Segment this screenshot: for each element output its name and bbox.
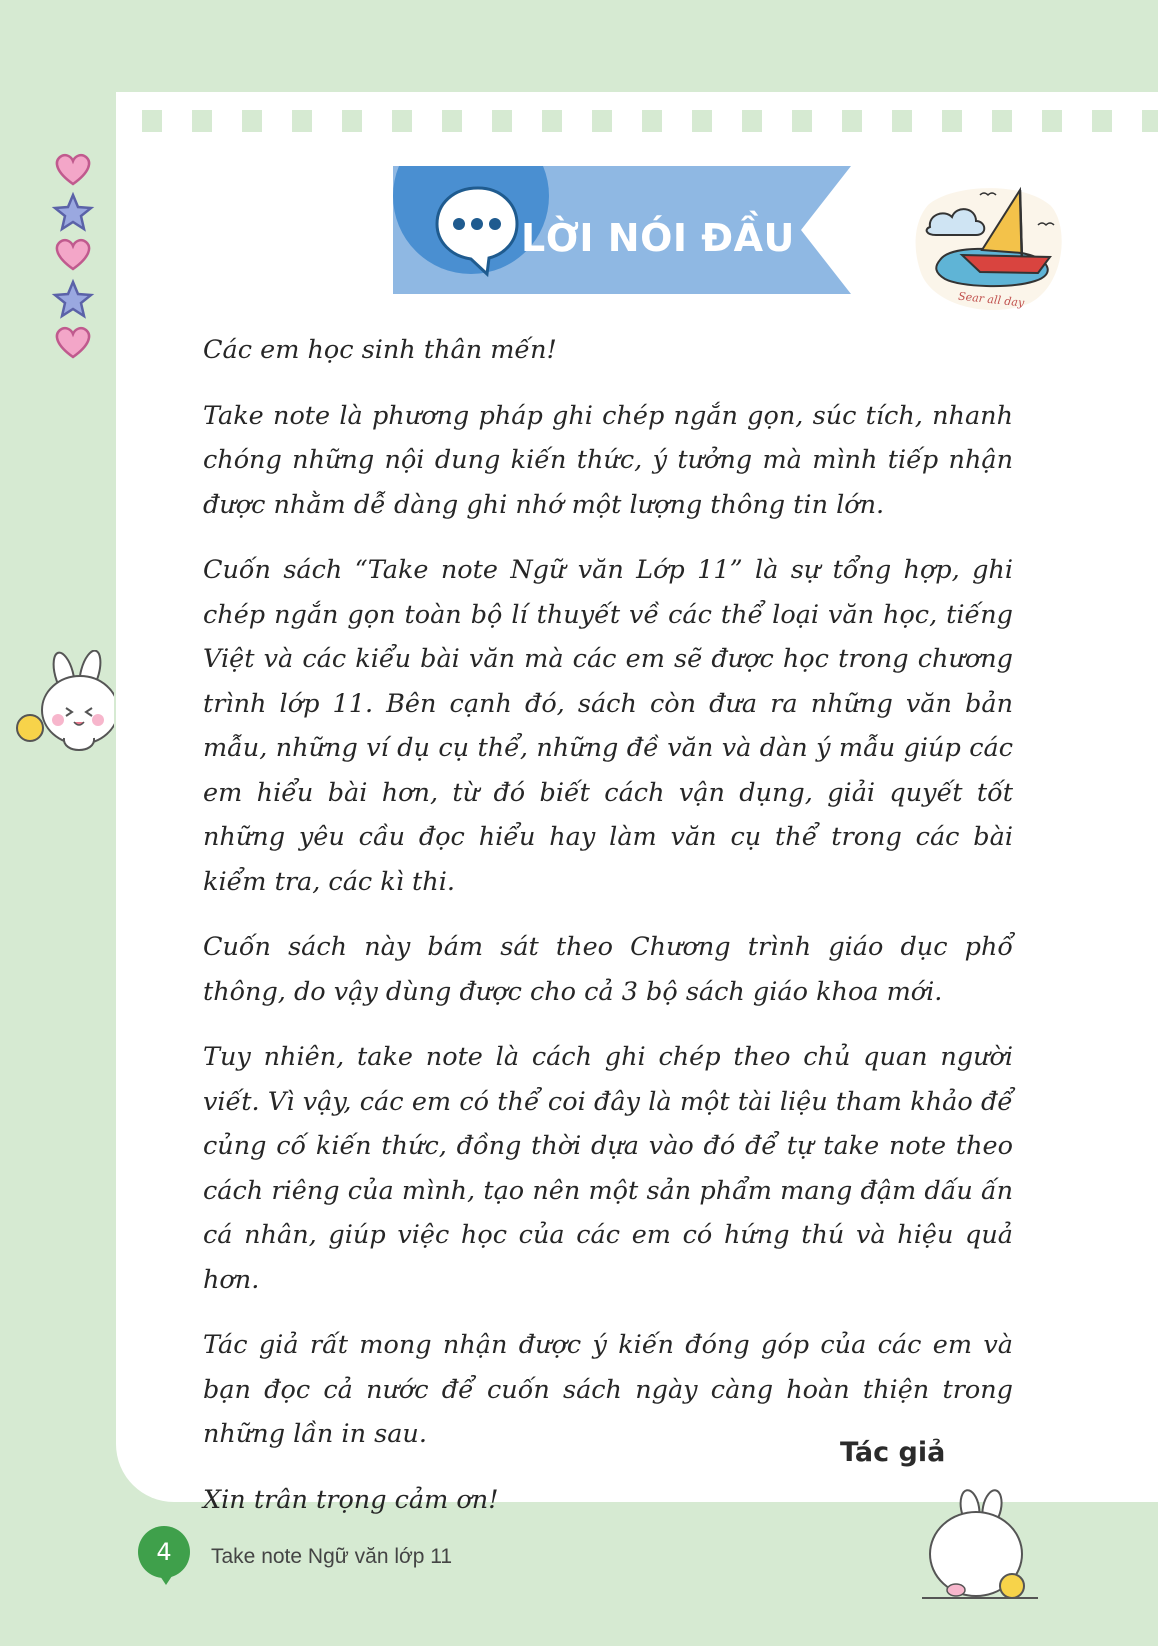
star-icon [55, 195, 91, 229]
paragraph: Tác giả rất mong nhận được ý kiến đóng góp của các em và bạn đọc cả nước để cuốn sách ngày càng hoàn thiện trong những lần in sau. [203, 1330, 1013, 1449]
heart-icon [57, 328, 89, 357]
footer-book-title: Take note Ngữ văn lớp 11 [211, 1545, 453, 1568]
paragraph: Tuy nhiên, take note là cách ghi chép theo chủ quan người viết. Vì vậy, các em có thể coi đây là một tài liệu tham khảo để củng cố kiến thức, đồng thời dựa vào đó để tự take note theo cách riêng của mình, tạo nên một sản phẩm mang đậm dấu ấn cá nhân, giúp việc học của các em có hứng thú và hiệu quả hơn. [203, 1042, 1013, 1295]
bunny-bottom-sticker [922, 1486, 1042, 1602]
sticker-caption: Sear all day [957, 289, 1025, 310]
paragraph: Take note là phương pháp ghi chép ngắn gọn, súc tích, nhanh chóng những nội dung kiến thức, ý tưởng mà mình tiếp nhận được nhằm dễ dàng ghi nhớ một lượng thông tin lớn. [203, 400, 1013, 520]
bunny-left-sticker [14, 650, 114, 762]
star-icon [55, 282, 91, 316]
coin-icon [17, 715, 43, 741]
closing-line: Xin trân trọng cảm ơn! [203, 1484, 499, 1515]
sailboat-sticker [910, 175, 1070, 320]
paragraph: Cuốn sách này bám sát theo Chương trình giáo dục phổ thông, do vậy dùng được cho cả 3 bộ sách giáo khoa mới. [203, 932, 1013, 1007]
heart-icon [57, 155, 89, 184]
chick-icon [1000, 1574, 1024, 1598]
page-title: LỜI NÓI ĐẦU [521, 216, 795, 260]
title-banner [393, 166, 851, 294]
preface-body [203, 328, 1013, 1543]
page-number-badge: 4 [138, 1526, 190, 1578]
heart-icon [57, 240, 89, 269]
paragraph: Cuốn sách “Take note Ngữ văn Lớp 11” là sự tổng hợp, ghi chép ngắn gọn toàn bộ lí thuyết về các thể loại văn học, tiếng Việt và các kiểu bài văn mà các em sẽ được học trong chương trình lớp 11. Bên cạnh đó, sách còn đưa ra những văn bản mẫu, những ví dụ cụ thể, những đề văn và dàn ý mẫu giúp các em hiểu bài hơn, từ đó biết cách vận dụng, giải quyết tốt những yêu cầu đọc hiểu hay làm văn cụ thể trong các bài kiểm tra, các kì thi. [203, 555, 1013, 897]
author-signature: Tác giả [840, 1437, 946, 1468]
heart-star-column [50, 150, 96, 365]
greeting: Các em học sinh thân mến! [203, 335, 557, 365]
perforation-strip [116, 92, 1158, 132]
